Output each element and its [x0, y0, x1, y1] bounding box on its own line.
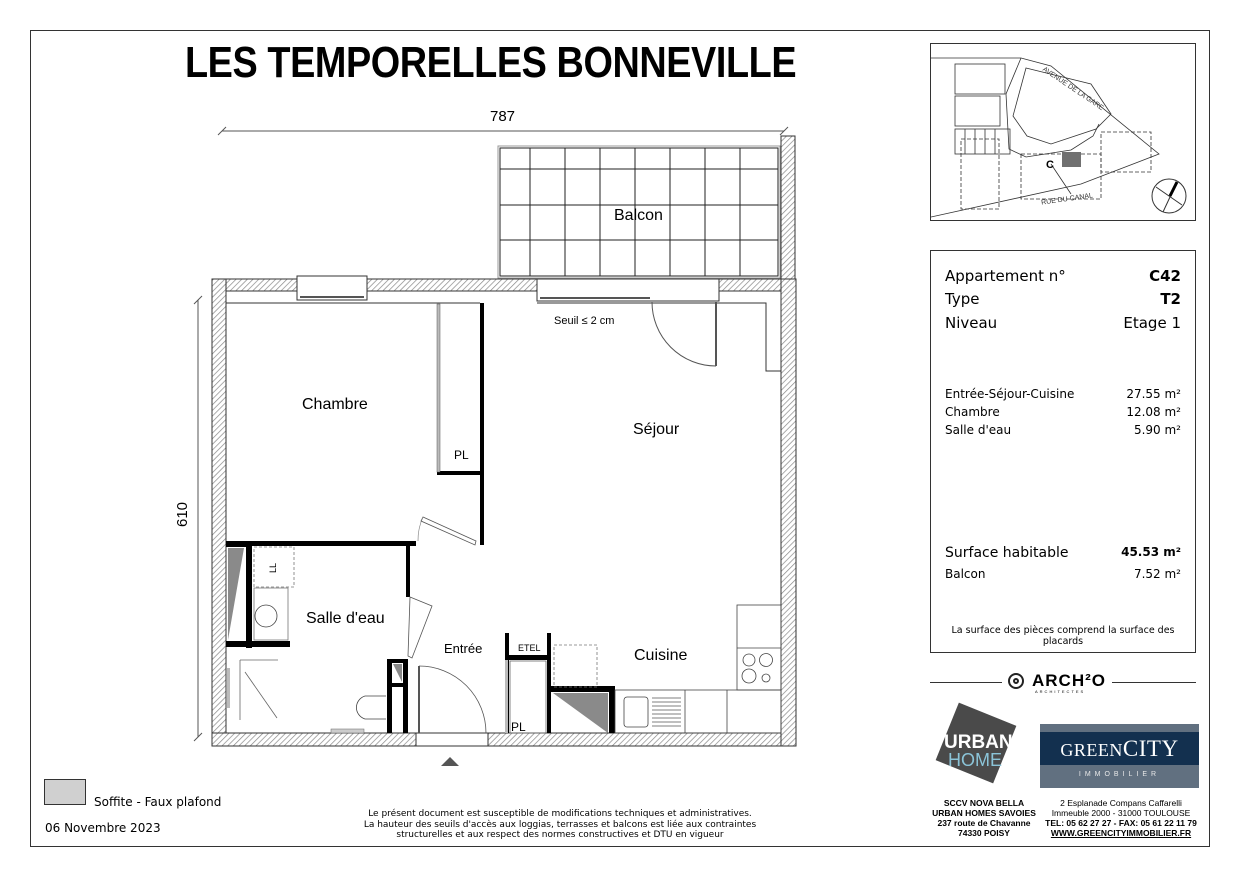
architect-name: ARCH²O: [1032, 671, 1106, 690]
document-date: 06 Novembre 2023: [45, 821, 161, 835]
closet-label-entree: PL: [511, 720, 526, 734]
dimension-width-label: 787: [490, 108, 516, 125]
etel-label: ETEL: [518, 643, 541, 653]
apartment-info-panel: [930, 250, 1196, 653]
disclaimer-line: La hauteur des seuils d'accès aux loggias, terrasses et balcons est liée aux contraintes: [363, 819, 757, 830]
room-label-cuisine: Cuisine: [634, 647, 688, 664]
logo-text-urban: URBAN: [944, 732, 1013, 753]
phone-line: TEL: 05 62 27 27 - FAX: 05 61 22 11 79: [1045, 818, 1197, 828]
promoter-address: [930, 798, 1038, 838]
info-row-appartement: [945, 267, 1181, 285]
website-link[interactable]: WWW.GREENCITYIMMOBILIER.FR: [1050, 828, 1192, 838]
address-line: 2 Esplanade Compans Caffarelli: [1060, 798, 1182, 808]
logo-text-green: GREEN: [1060, 740, 1123, 760]
surface-note: La surface des pièces comprend la surface des placards: [951, 625, 1175, 647]
room-area-row: [945, 405, 1181, 419]
street-label-avenue: AVENUE DE LA GARE: [1041, 66, 1105, 112]
divider: [930, 682, 1002, 683]
info-row-niveau: [945, 314, 1181, 332]
closet-label-chambre: PL: [454, 448, 469, 462]
room-area-value: 5.90 m²: [1133, 423, 1181, 437]
niveau-value: Etage 1: [1123, 314, 1181, 332]
address-line: URBAN HOMES SAVOIES: [932, 808, 1036, 818]
address-line: SCCV NOVA BELLA: [943, 798, 1025, 808]
disclaimer: [350, 809, 770, 841]
room-area-value: 12.08 m²: [1126, 405, 1181, 419]
room-area-row: [945, 423, 1181, 437]
logo-text-home: HOME: [948, 750, 1002, 770]
disclaimer-line: Le présent document est susceptible de modifications techniques et administratives.: [368, 809, 752, 819]
seller-address: [1040, 798, 1202, 838]
logo-text-city: CITY: [1122, 736, 1179, 761]
divider: [1112, 682, 1196, 683]
dimension-vertical: [194, 296, 202, 741]
info-row-surface: [945, 545, 1181, 561]
dimension-height-label: 610: [174, 501, 192, 528]
info-row-balcon: [945, 567, 1181, 581]
room-area-label: Chambre: [945, 405, 1000, 419]
entrance-arrow: [441, 757, 459, 766]
highlighted-apartment: [1062, 152, 1081, 167]
balcony-side-wall: [781, 136, 795, 280]
balcon-label: Balcon: [945, 567, 986, 581]
street-label-canal: RUE DU CANAL: [1040, 192, 1094, 207]
room-area-row: [945, 387, 1181, 401]
appartement-label: Appartement n°: [945, 267, 1066, 285]
type-label: Type: [945, 290, 980, 308]
svg-text:C: C: [1046, 159, 1054, 171]
room-label-entree: Entrée: [444, 641, 483, 656]
room-area-label: Salle d'eau: [945, 423, 1012, 437]
site-plan-drawing: [931, 44, 1196, 221]
address-line: 237 route de Chavanne: [937, 818, 1031, 828]
dimension-horizontal: [218, 127, 788, 135]
room-label-salle-eau: Salle d'eau: [306, 610, 385, 627]
architect-logo: [930, 670, 1196, 696]
niveau-label: Niveau: [945, 314, 998, 332]
legend-swatch-soffit: [44, 779, 86, 805]
balcon-value: 7.52 m²: [1133, 567, 1181, 581]
surface-value: 45.53 m²: [1121, 545, 1181, 559]
room-label-balcon: Balcon: [614, 207, 663, 224]
threshold-note: Seuil ≤ 2 cm: [554, 315, 615, 327]
spiral-icon: [1008, 673, 1024, 689]
room-area-label: Entrée-Séjour-Cuisine: [945, 387, 1075, 401]
compass-icon: [1152, 179, 1186, 213]
greencity-logo: [1040, 724, 1199, 788]
disclaimer-line: structurelles et aux respect des normes constructives et DTU en vigueur: [396, 830, 724, 840]
logo-text-immobilier: IMMOBILIER: [1078, 771, 1161, 778]
type-value: T2: [1160, 290, 1181, 308]
site-key-map: [930, 43, 1196, 221]
info-row-type: [945, 290, 1181, 308]
address-line: Immeuble 2000 - 31000 TOULOUSE: [1051, 808, 1191, 818]
address-line: 74330 POISY: [958, 828, 1010, 838]
legend-label: Soffite - Faux plafond: [94, 795, 222, 809]
architect-subtitle: ARCHITECTES: [1035, 689, 1086, 694]
appartement-value: C42: [1149, 267, 1181, 285]
washing-machine-label: LL: [268, 562, 279, 574]
room-label-chambre: Chambre: [302, 396, 368, 413]
surface-label: Surface habitable: [945, 545, 1069, 561]
room-area-value: 27.55 m²: [1126, 387, 1181, 401]
project-title: LES TEMPORELLES BONNEVILLE: [185, 38, 797, 87]
room-label-sejour: Séjour: [633, 421, 680, 438]
urban-home-logo: [941, 708, 1011, 778]
